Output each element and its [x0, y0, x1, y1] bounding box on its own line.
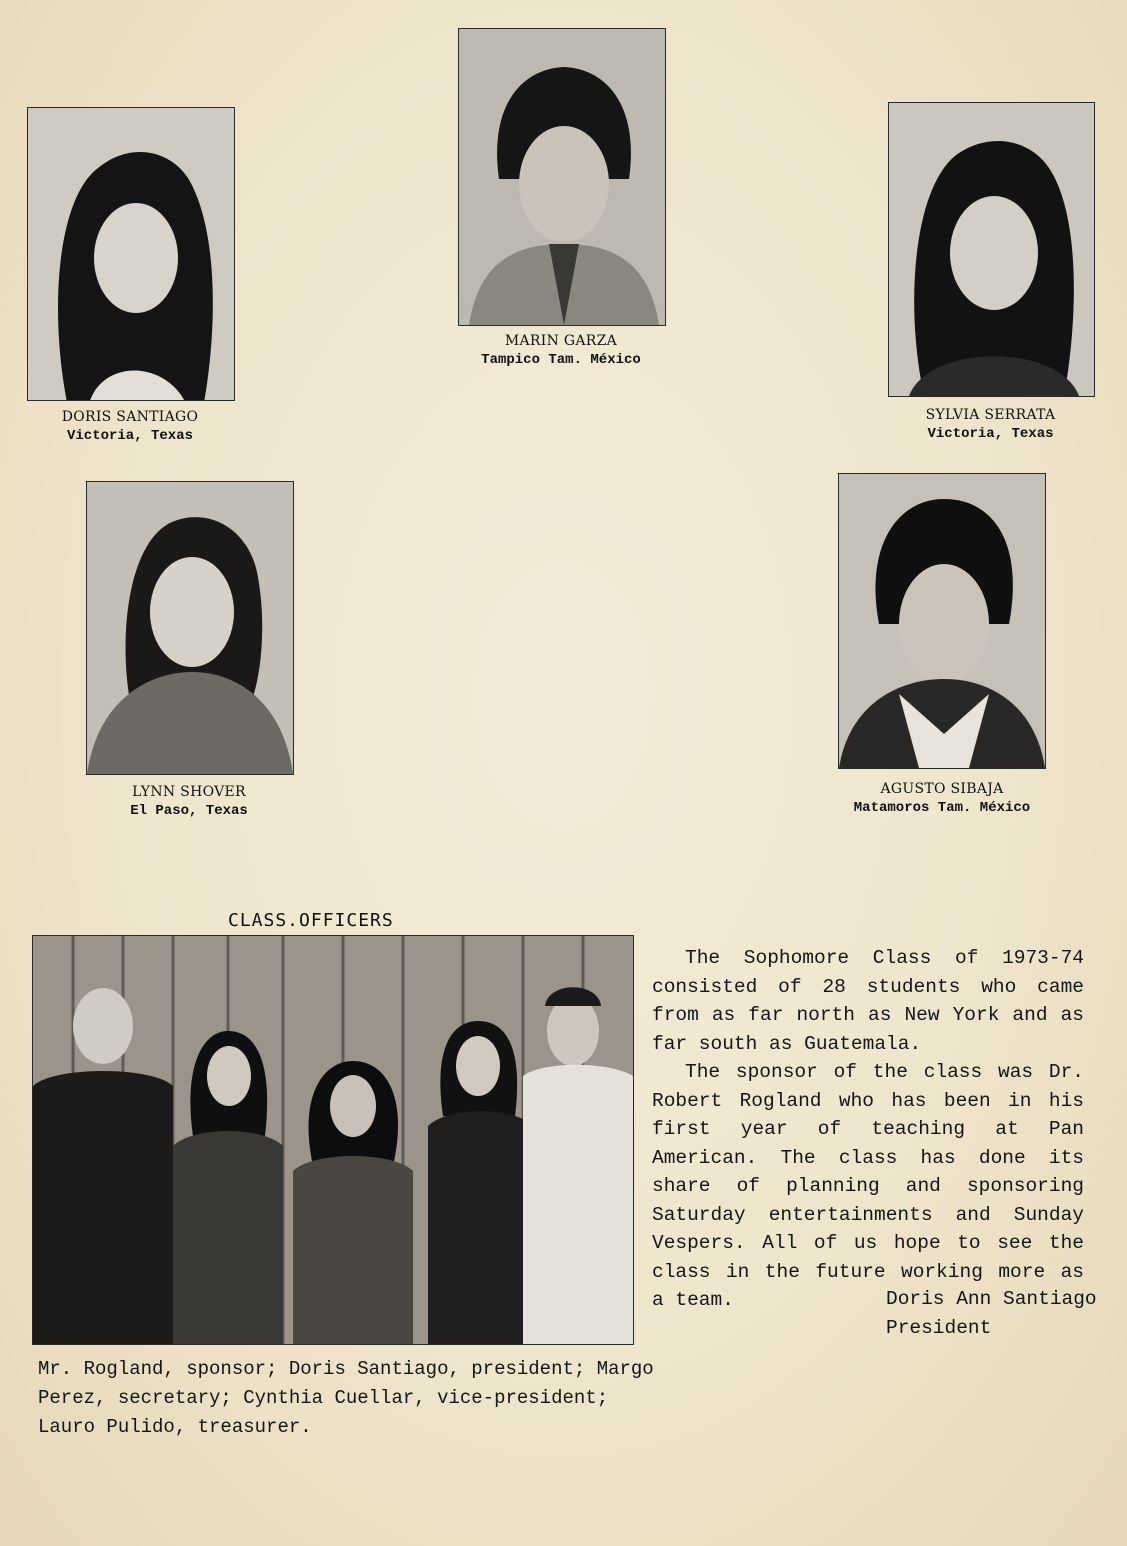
portrait-name: MARIN GARZA	[504, 333, 618, 349]
caption-lynn-shover	[86, 783, 292, 821]
portrait-place: Victoria, Texas	[927, 426, 1054, 442]
portrait-place: Matamoros Tam. México	[853, 800, 1031, 816]
caption-marin-garza	[440, 332, 682, 370]
group-photo-caption: Mr. Rogland, sponsor; Doris Santiago, president; Margo Perez, secretary; Cynthia Cuellar, vice-president; Lauro Pulido, treasurer.	[38, 1358, 654, 1438]
portrait-place: El Paso, Texas	[130, 803, 248, 819]
portrait-photo-agusto-sibaja	[838, 473, 1046, 769]
caption-doris-santiago	[27, 408, 233, 446]
portrait-place: Victoria, Texas	[66, 428, 194, 444]
portrait-name: AGUSTO SIBAJA	[880, 781, 1004, 797]
portrait-name: SYLVIA SERRATA	[925, 407, 1056, 423]
portrait-photo-doris-santiago	[27, 107, 235, 401]
signature-name: Doris Ann Santiago	[886, 1288, 1097, 1310]
caption-sylvia-serrata	[888, 406, 1093, 444]
description-paragraph-2: The sponsor of the class was Dr. Robert Rogland who has been in his first year of teaching at Pan American. The class has done its share of planning and sponsoring Saturday entertainments and Sunday Vespers. All of us hope to see the class in the future working more as a team.	[652, 1061, 1084, 1311]
portrait-photo-sylvia-serrata	[888, 102, 1095, 397]
class-officers-heading: CLASS.OFFICERS	[228, 910, 394, 931]
caption-agusto-sibaja	[822, 780, 1062, 818]
class-description	[652, 944, 1084, 1315]
portrait-photo-marin-garza	[458, 28, 666, 326]
class-officers-group-photo	[32, 935, 634, 1345]
description-paragraph-1: The Sophomore Class of 1973-74 consisted of 28 students who came from as far north as New York and as far south as Guatemala.	[652, 947, 1084, 1055]
portrait-place: Tampico Tam. México	[481, 352, 641, 368]
portrait-name: DORIS SANTIAGO	[61, 409, 199, 425]
portrait-photo-lynn-shover	[86, 481, 294, 775]
signature-role: President	[886, 1316, 992, 1339]
portrait-name: LYNN SHOVER	[132, 784, 246, 800]
signature-block	[886, 1285, 1097, 1342]
